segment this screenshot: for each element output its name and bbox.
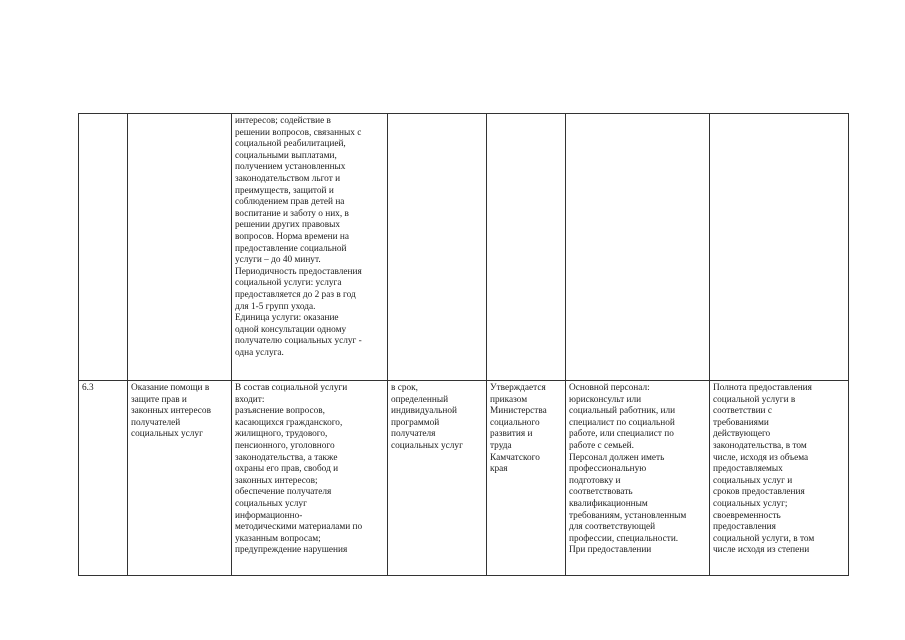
social-services-table bbox=[78, 113, 849, 576]
text-line: социального bbox=[490, 417, 540, 428]
text-line: пенсионного, уголовного bbox=[235, 440, 335, 451]
cell-description bbox=[232, 381, 388, 576]
text-line: соответствовать bbox=[569, 487, 633, 498]
text-line: в срок, bbox=[391, 383, 418, 393]
text-line: законных интересов; bbox=[235, 475, 318, 486]
text-line: своевременность bbox=[713, 510, 781, 521]
text-line: одной консультации одному bbox=[235, 324, 347, 335]
text-line: социальной услуги, в том bbox=[713, 533, 815, 544]
text-line: Основной персонал: bbox=[569, 383, 650, 393]
cell-indicators bbox=[710, 381, 849, 576]
text-line: социальных услуг bbox=[391, 440, 463, 451]
text-line: социальной услуги: услуга bbox=[235, 278, 342, 289]
text-line: вопросов. Норма времени на bbox=[235, 231, 349, 242]
cell-service-name bbox=[128, 114, 232, 381]
text-line: программой bbox=[391, 417, 440, 428]
text-line: законодательства, а также bbox=[235, 452, 338, 463]
text-line: юрисконсульт или bbox=[569, 394, 642, 405]
text-line: Полнота предоставления bbox=[713, 383, 812, 393]
text-line: предупреждение нарушения bbox=[235, 545, 348, 556]
text-line: приказом bbox=[490, 394, 528, 405]
text-line: предоставляемых bbox=[713, 464, 783, 475]
cell-conditions bbox=[566, 381, 710, 576]
cell-number bbox=[79, 114, 128, 381]
text-line: сроков предоставления bbox=[713, 487, 805, 498]
text-line: предоставления bbox=[713, 522, 776, 533]
text-line: интересов; содействие в bbox=[235, 116, 331, 126]
text-line: получателей bbox=[131, 417, 181, 428]
text-line: законодательства, в том bbox=[713, 440, 807, 451]
text-line: социальных услуг bbox=[131, 429, 203, 440]
text-line: Единица услуги: оказание bbox=[235, 313, 339, 324]
text-line: обеспечение получателя bbox=[235, 487, 332, 498]
text-line: развития и bbox=[490, 429, 533, 440]
cell-term bbox=[388, 114, 487, 381]
table-row-6-3 bbox=[79, 381, 849, 576]
text-line: социальных услуг; bbox=[713, 498, 788, 509]
text-line: предоставляется до 2 раз в год bbox=[235, 289, 356, 300]
cell-description bbox=[232, 114, 388, 381]
text-line: получателю социальных услуг - bbox=[235, 336, 362, 347]
text-line: охраны его прав, свобод и bbox=[235, 464, 339, 475]
text-line: социальными выплатами, bbox=[235, 150, 337, 161]
cell-conditions bbox=[566, 114, 710, 381]
text-line: Утверждается bbox=[490, 383, 546, 393]
text-line: услуги – до 40 минут. bbox=[235, 255, 321, 266]
text-line: предоставление социальной bbox=[235, 243, 347, 254]
text-line: решении вопросов, связанных с bbox=[235, 127, 362, 138]
text-line: Периодичность предоставления bbox=[235, 266, 362, 277]
text-line: решении других правовых bbox=[235, 220, 340, 231]
text-line: профессии, специальности. bbox=[569, 533, 679, 544]
cell-tariff bbox=[487, 114, 566, 381]
cell-tariff bbox=[487, 381, 566, 576]
text-line: соответствии с bbox=[713, 406, 772, 417]
text-line: требованиям, установленным bbox=[569, 510, 687, 521]
text-line: работе, или специалист по bbox=[569, 429, 674, 440]
text-line: входит: bbox=[235, 394, 265, 405]
text-line: Персонал должен иметь bbox=[569, 452, 665, 463]
text-line: труда bbox=[490, 440, 512, 451]
text-line: касающихся гражданского, bbox=[235, 417, 343, 428]
cell-service-name bbox=[128, 381, 232, 576]
text-line: работе с семьей. bbox=[569, 440, 634, 451]
table-row-continued bbox=[79, 114, 849, 381]
text-line: профессиональную bbox=[569, 464, 647, 475]
text-line: числе, исходя из объема bbox=[713, 452, 809, 463]
text-line: социальных услуг bbox=[235, 498, 307, 509]
text-line: требованиями bbox=[713, 417, 769, 428]
text-line: Министерства bbox=[490, 406, 547, 417]
text-line: социальной реабилитацией, bbox=[235, 139, 346, 150]
text-line: соблюдением прав детей на bbox=[235, 197, 345, 208]
text-line: преимуществ, защитой и bbox=[235, 185, 334, 196]
cell-indicators bbox=[710, 114, 849, 381]
text-line: информационно- bbox=[235, 510, 303, 521]
text-line: законодательством льгот и bbox=[235, 173, 341, 184]
cell-number: 6.3 bbox=[79, 381, 128, 576]
text-line: получателя bbox=[391, 429, 436, 440]
text-line: края bbox=[490, 464, 508, 475]
text-line: жилищного, трудового, bbox=[235, 429, 328, 440]
text-line: разъяснение вопросов, bbox=[235, 406, 325, 417]
text-line: указанным вопросам; bbox=[235, 533, 321, 544]
text-line: квалификационным bbox=[569, 498, 648, 509]
cell-term bbox=[388, 381, 487, 576]
text-line: действующего bbox=[713, 429, 771, 440]
text-line: социальных услуг и bbox=[713, 475, 793, 486]
text-line: Камчатского bbox=[490, 452, 540, 463]
text-line: подготовку и bbox=[569, 475, 621, 486]
text-line: определенный bbox=[391, 394, 449, 405]
text-line: одна услуга. bbox=[235, 347, 284, 358]
text-line: законных интересов bbox=[131, 406, 211, 417]
text-line: защите прав и bbox=[131, 394, 187, 405]
text-line: Оказание помощи в bbox=[131, 383, 210, 393]
text-line: для 1-5 групп ухода. bbox=[235, 301, 316, 312]
text-line: социальной услуги в bbox=[713, 394, 796, 405]
text-line: числе исходя из степени bbox=[713, 545, 810, 556]
text-line: воспитание и заботу о них, в bbox=[235, 208, 349, 219]
text-line: индивидуальной bbox=[391, 406, 457, 417]
text-line: методическими материалами по bbox=[235, 522, 363, 533]
text-line: получением установленных bbox=[235, 162, 346, 173]
text-line: При предоставлении bbox=[569, 545, 652, 556]
text-line: социальный работник, или bbox=[569, 406, 676, 417]
text-line: для соответствующей bbox=[569, 522, 656, 533]
text-line: специалист по социальной bbox=[569, 417, 675, 428]
text-line: В состав социальной услуги bbox=[235, 383, 348, 393]
